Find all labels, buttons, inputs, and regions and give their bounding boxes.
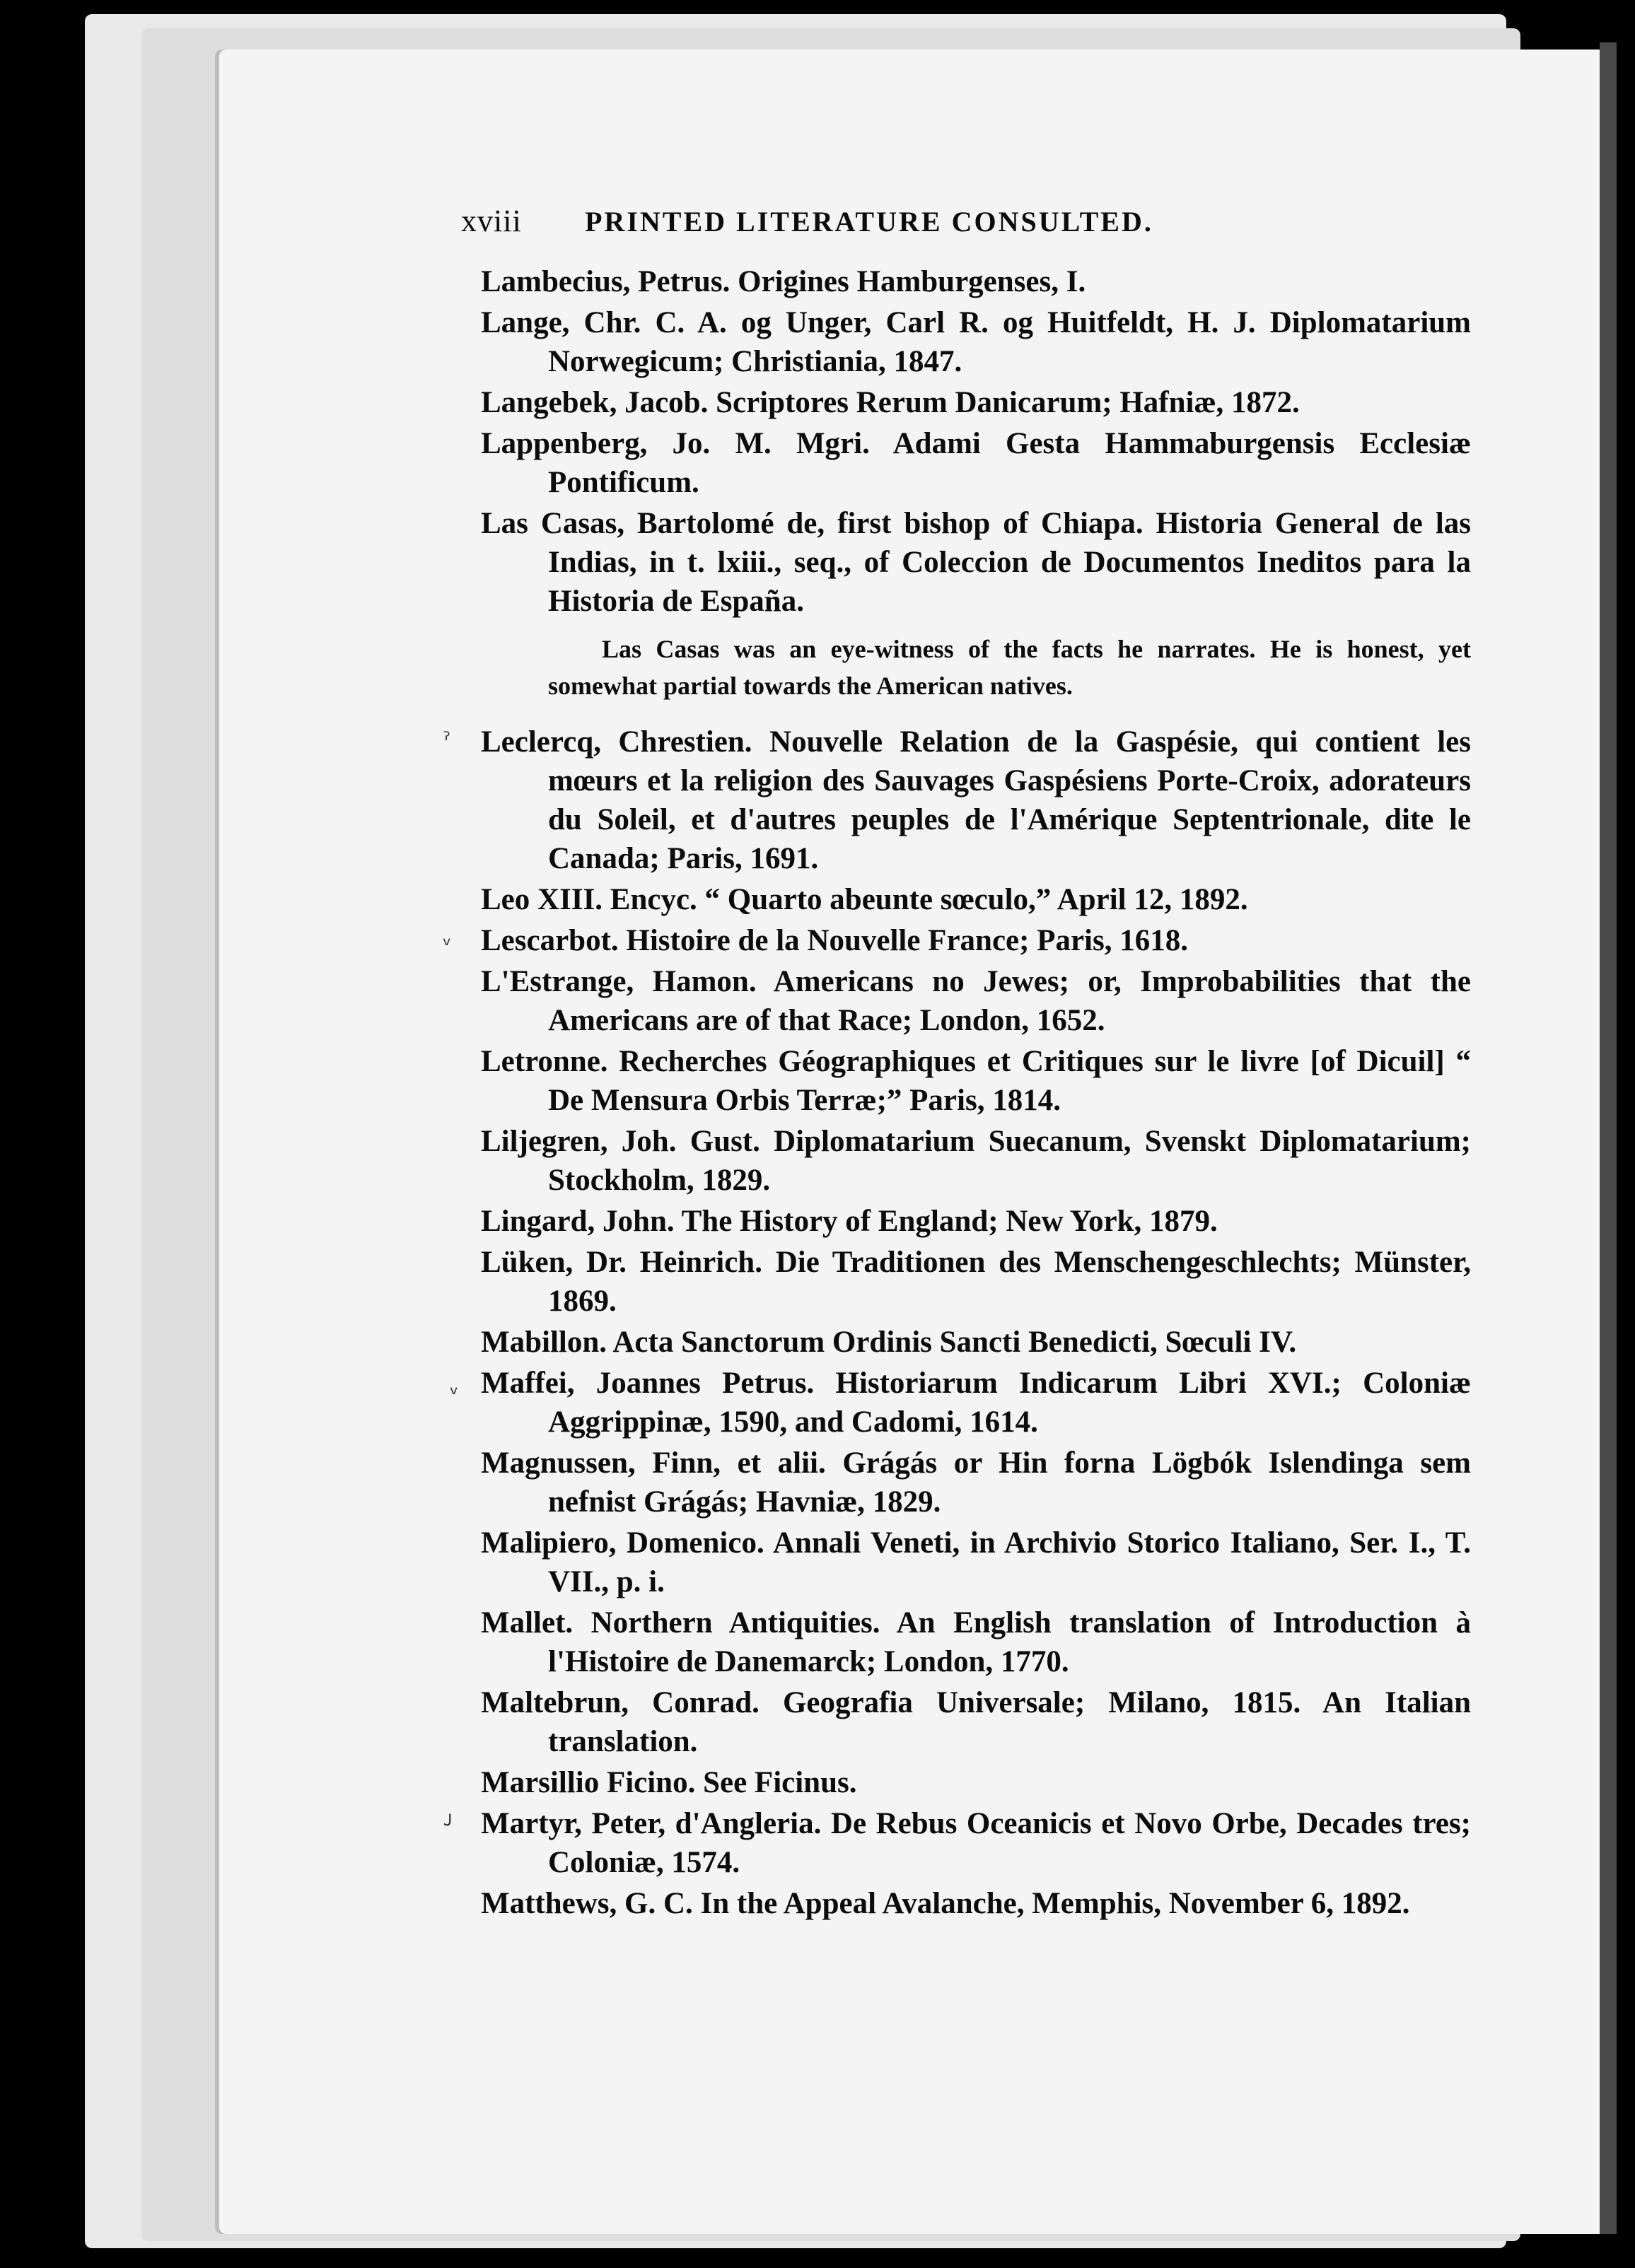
bibliography-entry: Liljegren, Joh. Gust. Diplomatarium Suecanum, Svenskt Diplomatarium; Stockholm, 1829. — [481, 1125, 1471, 1197]
bibliography-entry: Maffei, Joannes Petrus. Historiarum Indicarum Libri XVI.; Coloniæ Aggrippinæ, 1590, and Cadomi, 1614. — [481, 1367, 1471, 1439]
bibliography-entry: Lambecius, Petrus. Origines Hamburgenses, I. — [481, 265, 1086, 298]
bibliography-entry: Mallet. Northern Antiquities. An English translation of Introduction à l'Histoire de Danemarck; London, 1770. — [481, 1606, 1471, 1678]
bibliography-entry: Lappenberg, Jo. M. Mgri. Adami Gesta Hammaburgensis Ecclesiæ Pontificum. — [481, 427, 1471, 499]
bibliography-entry: L'Estrange, Hamon. Americans no Jewes; or, Improbabilities that the Americans are of that Race; London, 1652. — [481, 965, 1471, 1037]
bibliography-entry: Lüken, Dr. Heinrich. Die Traditionen des Menschengeschlechts; Münster, 1869. — [481, 1246, 1471, 1318]
bibliography-entry: Marsillio Ficino. See Ficinus. — [481, 1766, 857, 1799]
page-number: xviii — [461, 204, 522, 238]
page-header — [461, 201, 1471, 241]
book-spine — [1600, 42, 1617, 2234]
bibliography-text — [461, 201, 1471, 1925]
bibliography-entry: Letronne. Recherches Géographiques et Critiques sur le livre [of Dicuil] “ De Mensura Orbis Terræ;” Paris, 1814. — [481, 1045, 1471, 1117]
margin-tick-mark: ᵥ — [443, 926, 452, 951]
margin-tick-mark: ᴊ — [444, 1806, 453, 1831]
bibliography-entry: Matthews, G. C. In the Appeal Avalanche, Memphis, November 6, 1892. — [481, 1887, 1410, 1920]
bibliography-entry: Leclercq, Chrestien. Nouvelle Relation de la Gaspésie, qui contient les mœurs et la religion des Sauvages Gaspésiens Porte-Croix, adorateurs du Soleil, et d'autres peuples de l'Amérique Septentrionale, dite le Canada; Paris, 1691. — [481, 725, 1471, 875]
margin-tick-mark: ᵥ — [450, 1375, 459, 1400]
bibliography-entry: Las Casas, Bartolomé de, first bishop of Chiapa. Historia General de las Indias, in t. lxiii., seq., of Coleccion de Documentos Ineditos para la Historia de España. — [481, 507, 1471, 618]
running-head: PRINTED LITERATURE CONSULTED. — [585, 206, 1153, 238]
bibliography-entry: Martyr, Peter, d'Angleria. De Rebus Oceanicis et Novo Orbe, Decades tres; Coloniæ, 1574. — [481, 1807, 1471, 1879]
bibliography-entry: Lescarbot. Histoire de la Nouvelle France; Paris, 1618. — [481, 924, 1188, 957]
bibliography-entry: Magnussen, Finn, et alii. Grágás or Hin forna Lögbók Islendinga sem nefnist Grágás; Havniæ, 1829. — [481, 1446, 1471, 1519]
bibliography-note: Las Casas was an eye-witness of the facts he narrates. He is honest, yet somewhat partial towards the American natives. — [548, 635, 1471, 700]
bibliography-entry: Lange, Chr. C. A. og Unger, Carl R. og Huitfeldt, H. J. Diplomatarium Norwegicum; Christiania, 1847. — [481, 306, 1471, 378]
bibliography-entry: Malipiero, Domenico. Annali Veneti, in Archivio Storico Italiano, Ser. I., T. VII., p. i. — [481, 1526, 1471, 1598]
bibliography-entry: Leo XIII. Encyc. “ Quarto abeunte sœculo,” April 12, 1892. — [481, 883, 1248, 916]
bibliography-entry: Langebek, Jacob. Scriptores Rerum Danicarum; Hafniæ, 1872. — [481, 386, 1300, 419]
margin-tick-mark: ˀ — [443, 728, 451, 753]
bibliography-entry: Maltebrun, Conrad. Geografia Universale; Milano, 1815. An Italian translation. — [481, 1686, 1471, 1758]
bibliography-entry: Mabillon. Acta Sanctorum Ordinis Sancti Benedicti, Sœculi IV. — [481, 1326, 1297, 1359]
bibliography-entry: Lingard, John. The History of England; New York, 1879. — [481, 1205, 1218, 1238]
